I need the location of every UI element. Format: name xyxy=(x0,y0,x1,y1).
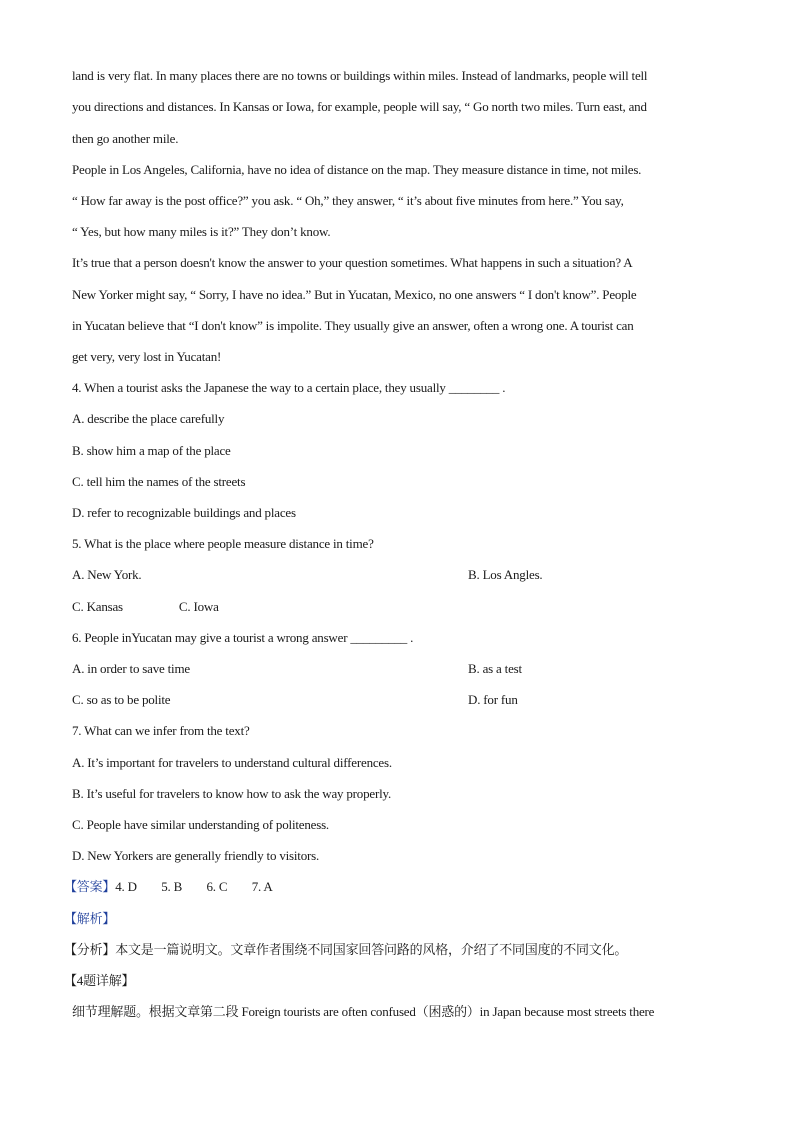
question-7-option-a: A. It’s important for travelers to understand cultural differences. xyxy=(72,755,392,770)
question-5-option-c: C. Kansas xyxy=(72,599,123,614)
question-6-option-c: C. so as to be polite xyxy=(72,692,171,707)
question-7-option-d: D. New Yorkers are generally friendly to visitors. xyxy=(72,848,320,863)
question-6-options-row1 xyxy=(72,661,732,677)
question-7-option-c: C. People have similar understanding of politeness. xyxy=(72,817,329,832)
analysis-summary: 本文是一篇说明文。文章作者围绕不同国家回答问路的风格，介绍了不同国度的不同文化。 xyxy=(115,942,628,957)
question-5-option-d: C. Iowa xyxy=(178,599,219,614)
analysis-heading xyxy=(64,911,724,927)
analysis-summary-label: 【分析】 xyxy=(64,942,116,957)
question-4-option-b: B. show him a map of the place xyxy=(72,443,231,458)
analysis-detail-heading xyxy=(64,973,724,989)
question-7-stem: 7. What can we infer from the text? xyxy=(72,723,250,738)
passage-line: “ How far away is the post office?” you ask. “ Oh,” they answer, “ it’s about five minutes from here.” You say, xyxy=(72,193,624,208)
question-6-options-row2 xyxy=(72,692,732,708)
question-4-stem: 4. When a tourist asks the Japanese the way to a certain place, they usually ________ . xyxy=(72,380,506,395)
question-4-option-a: A. describe the place carefully xyxy=(72,411,225,426)
question-6-option-b: B. as a test xyxy=(468,661,522,676)
passage-line: People in Los Angeles, California, have no idea of distance on the map. They measure distance in time, not miles. xyxy=(72,162,642,177)
question-4-option-d: D. refer to recognizable buildings and places xyxy=(72,505,296,520)
answer-values: 4. D 5. B 6. C 7. A xyxy=(115,879,273,894)
question-5-stem: 5. What is the place where people measure distance in time? xyxy=(72,536,374,551)
passage-line: then go another mile. xyxy=(72,131,179,146)
analysis-detail-label: 【4题详解】 xyxy=(64,973,135,988)
question-6-option-d: D. for fun xyxy=(468,692,518,707)
answer-line xyxy=(64,879,724,895)
question-5-option-a: A. New York. xyxy=(72,567,142,582)
question-5-options-row1 xyxy=(72,567,732,583)
question-6-option-a: A. in order to save time xyxy=(72,661,190,676)
answer-label: 【答案】 xyxy=(64,879,116,894)
analysis-label: 【解析】 xyxy=(64,911,116,926)
passage-line: land is very flat. In many places there are no towns or buildings within miles. Instead of landmarks, people will tell xyxy=(72,68,648,83)
passage-line: It’s true that a person doesn't know the answer to your question sometimes. What happens in such a situation? A xyxy=(72,255,633,270)
passage-line: “ Yes, but how many miles is it?” They don’t know. xyxy=(72,224,331,239)
question-4-option-c: C. tell him the names of the streets xyxy=(72,474,246,489)
passage-line: in Yucatan believe that “I don't know” is impolite. They usually give an answer, often a wrong one. A tourist can xyxy=(72,318,634,333)
question-5-option-b: B. Los Angles. xyxy=(468,567,543,582)
question-6-stem: 6. People inYucatan may give a tourist a wrong answer _________ . xyxy=(72,630,414,645)
question-5-options-row2 xyxy=(72,599,732,615)
question-7-option-b: B. It’s useful for travelers to know how to ask the way properly. xyxy=(72,786,392,801)
analysis-detail-text: 细节理解题。根据文章第二段 Foreign tourists are often confused（困惑的）in Japan because most streets there xyxy=(72,1004,655,1019)
passage-line: New Yorker might say, “ Sorry, I have no idea.” But in Yucatan, Mexico, no one answers “ I don't know”. People xyxy=(72,287,637,302)
analysis-summary-line xyxy=(64,942,724,958)
passage-line: you directions and distances. In Kansas or Iowa, for example, people will say, “ Go north two miles. Turn east, and xyxy=(72,99,647,114)
passage-line: get very, very lost in Yucatan! xyxy=(72,349,222,364)
